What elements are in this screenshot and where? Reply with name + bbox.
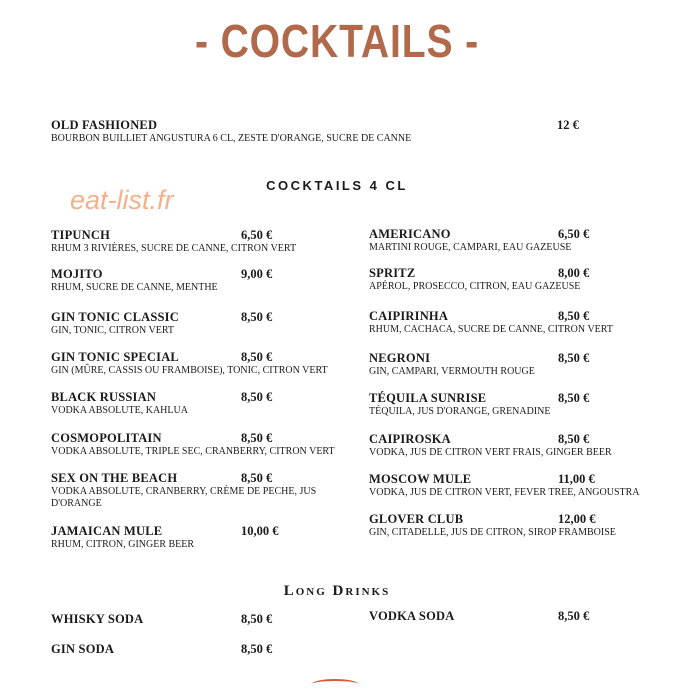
item-price: 12 €	[557, 118, 579, 132]
item-price: 8,50 €	[241, 642, 273, 656]
list-item	[369, 309, 659, 336]
item-name: AMERICANO	[369, 227, 451, 241]
list-item	[51, 350, 351, 377]
item-desc: VODKA ABSOLUTE, KAHLUA	[51, 405, 188, 416]
item-price: 8,00 €	[558, 266, 590, 280]
section-title-cocktails: COCKTAILS 4 CL	[266, 178, 408, 193]
page-title: - COCKTAILS -	[194, 15, 479, 67]
list-item	[369, 391, 659, 418]
item-name: COSMOPOLITAIN	[51, 431, 162, 445]
item-name: BLACK RUSSIAN	[51, 390, 157, 404]
item-price: 8,50 €	[241, 612, 273, 626]
item-price: 8,50 €	[558, 309, 590, 323]
watermark: eat-list.fr	[70, 185, 174, 215]
list-item	[369, 472, 659, 499]
list-item	[51, 431, 351, 458]
item-desc: RHUM, CACHACA, SUCRE DE CANNE, CITRON VERT	[369, 324, 613, 335]
item-desc: VODKA ABSOLUTE, TRIPLE SEC, CRANBERRY, CITRON VERT	[51, 446, 335, 457]
list-item	[51, 310, 351, 337]
item-price: 11,00 €	[558, 472, 595, 486]
item-desc: RHUM 3 RIVIÈRES, SUCRE DE CANNE, CITRON VERT	[51, 243, 297, 254]
item-name: MOJITO	[51, 267, 103, 281]
item-name: GIN TONIC CLASSIC	[51, 310, 179, 324]
item-name: CAIPIRINHA	[369, 309, 449, 323]
item-desc: MARTINI ROUGE, CAMPARI, EAU GAZEUSE	[369, 242, 572, 253]
item-desc: RHUM, SUCRE DE CANNE, MENTHE	[51, 282, 218, 293]
list-item	[369, 512, 659, 539]
item-price: 8,50 €	[558, 432, 590, 446]
item-name: OLD FASHIONED	[51, 118, 158, 132]
item-desc: RHUM, CITRON, GINGER BEER	[51, 539, 195, 550]
item-name: CAIPIROSKA	[369, 432, 451, 446]
list-item	[51, 228, 351, 255]
decorative-ornament	[312, 679, 358, 689]
item-desc: BOURBON BUILLIET ANGUSTURA 6 CL, ZESTE D'ORANGE, SUCRE DE CANNE	[51, 133, 412, 144]
item-price: 10,00 €	[241, 524, 279, 538]
list-item	[51, 471, 321, 510]
item-name: GIN TONIC SPECIAL	[51, 350, 179, 364]
item-name: GLOVER CLUB	[369, 512, 464, 526]
item-price: 8,50 €	[241, 310, 273, 324]
menu-item-old-fashioned	[51, 118, 551, 145]
item-desc: APÉROL, PROSECCO, CITRON, EAU GAZEUSE	[369, 281, 581, 292]
item-desc: GIN, CAMPARI, VERMOUTH ROUGE	[369, 366, 535, 377]
item-desc: VODKA, JUS DE CITRON VERT FRAIS, GINGER BEER	[369, 447, 612, 458]
list-item	[369, 227, 659, 254]
item-desc: VODKA, JUS DE CITRON VERT, FEVER TREE, ANGOUSTRA	[369, 487, 640, 498]
section-title-long-drinks: Long Drinks	[283, 583, 391, 599]
item-price: 6,50 €	[558, 227, 590, 241]
list-item	[369, 609, 454, 623]
list-item	[51, 642, 114, 656]
item-desc: TÉQUILA, JUS D'ORANGE, GRENADINE	[369, 406, 551, 417]
item-price: 8,50 €	[558, 351, 590, 365]
item-price: 8,50 €	[241, 390, 273, 404]
item-price: 6,50 €	[241, 228, 273, 242]
item-name: MOSCOW MULE	[369, 472, 472, 486]
item-desc: GIN, CITADELLE, JUS DE CITRON, SIROP FRAMBOISE	[369, 527, 616, 538]
list-item	[51, 612, 143, 626]
item-name: WHISKY SODA	[51, 612, 144, 626]
item-name: TÉQUILA SUNRISE	[369, 391, 487, 405]
item-price: 8,50 €	[241, 471, 273, 485]
list-item	[51, 524, 351, 551]
item-name: TIPUNCH	[51, 228, 111, 242]
item-name: SEX ON THE BEACH	[51, 471, 178, 485]
list-item	[51, 390, 351, 417]
item-name: JAMAICAN MULE	[51, 524, 163, 538]
item-name: SPRITZ	[369, 266, 416, 280]
item-price: 12,00 €	[558, 512, 596, 526]
item-name: NEGRONI	[369, 351, 431, 365]
list-item	[51, 267, 351, 294]
item-desc: GIN (MÛRE, CASSIS OU FRAMBOISE), TONIC, CITRON VERT	[51, 365, 328, 376]
item-price: 8,50 €	[241, 350, 273, 364]
item-desc: VODKA ABSOLUTE, CRANBERRY, CRÈME DE PECHE, JUS D'ORANGE	[51, 486, 317, 509]
list-item	[369, 266, 659, 293]
list-item	[369, 432, 659, 459]
item-price: 9,00 €	[241, 267, 273, 281]
item-name: VODKA SODA	[369, 609, 455, 623]
list-item	[369, 351, 659, 378]
item-price: 8,50 €	[558, 391, 590, 405]
item-price: 8,50 €	[558, 609, 590, 623]
item-name: GIN SODA	[51, 642, 115, 656]
item-desc: GIN, TONIC, CITRON VERT	[51, 325, 175, 336]
item-price: 8,50 €	[241, 431, 273, 445]
